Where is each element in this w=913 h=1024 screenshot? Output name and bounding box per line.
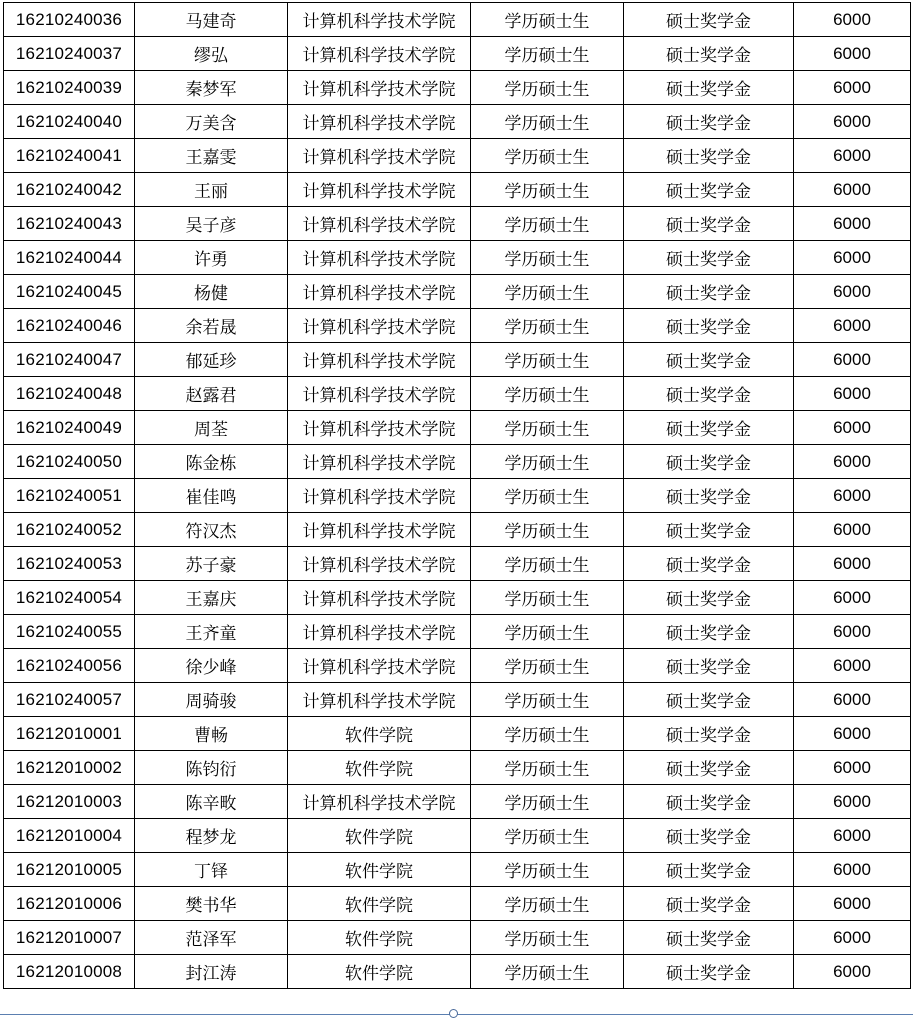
student-id-cell[interactable]: 16210240055	[4, 615, 135, 649]
table-row	[4, 547, 911, 581]
table-row	[4, 105, 911, 139]
college-cell[interactable]: 计算机科学技术学院	[288, 207, 471, 241]
college-cell[interactable]: 计算机科学技术学院	[288, 377, 471, 411]
student-id-cell[interactable]: 16210240043	[4, 207, 135, 241]
award-cell[interactable]: 硕士奖学金	[624, 3, 794, 37]
award-cell[interactable]: 硕士奖学金	[624, 751, 794, 785]
student-id-cell[interactable]: 16212010002	[4, 751, 135, 785]
award-cell[interactable]: 硕士奖学金	[624, 479, 794, 513]
table-body	[4, 3, 911, 989]
student-id-cell[interactable]: 16210240050	[4, 445, 135, 479]
amount-cell[interactable]: 6000	[794, 3, 911, 37]
student-id-cell[interactable]: 16212010005	[4, 853, 135, 887]
student-type-cell[interactable]: 学历硕士生	[471, 207, 624, 241]
amount-cell[interactable]: 6000	[794, 445, 911, 479]
table-row	[4, 207, 911, 241]
student-id-cell[interactable]: 16212010003	[4, 785, 135, 819]
amount-cell[interactable]: 6000	[794, 37, 911, 71]
student-id-cell[interactable]: 16212010004	[4, 819, 135, 853]
award-cell[interactable]: 硕士奖学金	[624, 343, 794, 377]
student-name-cell[interactable]: 万美含	[135, 105, 288, 139]
student-name-cell[interactable]: 樊书华	[135, 887, 288, 921]
table-row	[4, 581, 911, 615]
student-name-cell[interactable]: 郁延珍	[135, 343, 288, 377]
award-cell[interactable]: 硕士奖学金	[624, 139, 794, 173]
student-id-cell[interactable]: 16210240045	[4, 275, 135, 309]
student-type-cell[interactable]: 学历硕士生	[471, 751, 624, 785]
college-cell[interactable]: 计算机科学技术学院	[288, 139, 471, 173]
award-cell[interactable]: 硕士奖学金	[624, 785, 794, 819]
student-type-cell[interactable]: 学历硕士生	[471, 411, 624, 445]
table-row	[4, 445, 911, 479]
college-cell[interactable]: 计算机科学技术学院	[288, 785, 471, 819]
student-name-cell[interactable]: 秦梦军	[135, 71, 288, 105]
college-cell[interactable]: 计算机科学技术学院	[288, 71, 471, 105]
award-cell[interactable]: 硕士奖学金	[624, 309, 794, 343]
amount-cell[interactable]: 6000	[794, 411, 911, 445]
amount-cell[interactable]: 6000	[794, 683, 911, 717]
student-name-cell[interactable]: 王嘉庆	[135, 581, 288, 615]
award-cell[interactable]: 硕士奖学金	[624, 275, 794, 309]
student-type-cell[interactable]: 学历硕士生	[471, 717, 624, 751]
student-id-cell[interactable]: 16210240051	[4, 479, 135, 513]
student-id-cell[interactable]: 16210240046	[4, 309, 135, 343]
award-cell[interactable]: 硕士奖学金	[624, 955, 794, 989]
table-row	[4, 751, 911, 785]
student-id-cell[interactable]: 16210240049	[4, 411, 135, 445]
college-cell[interactable]: 计算机科学技术学院	[288, 615, 471, 649]
college-cell[interactable]: 计算机科学技术学院	[288, 411, 471, 445]
student-name-cell[interactable]: 徐少峰	[135, 649, 288, 683]
student-id-cell[interactable]: 16210240042	[4, 173, 135, 207]
student-type-cell[interactable]: 学历硕士生	[471, 71, 624, 105]
student-name-cell[interactable]: 周荃	[135, 411, 288, 445]
student-type-cell[interactable]: 学历硕士生	[471, 547, 624, 581]
amount-cell[interactable]: 6000	[794, 241, 911, 275]
student-type-cell[interactable]: 学历硕士生	[471, 785, 624, 819]
award-cell[interactable]: 硕士奖学金	[624, 819, 794, 853]
award-cell[interactable]: 硕士奖学金	[624, 887, 794, 921]
student-name-cell[interactable]: 周骑骏	[135, 683, 288, 717]
student-type-cell[interactable]: 学历硕士生	[471, 139, 624, 173]
award-cell[interactable]: 硕士奖学金	[624, 683, 794, 717]
student-name-cell[interactable]: 符汉杰	[135, 513, 288, 547]
table-row	[4, 649, 911, 683]
college-cell[interactable]: 软件学院	[288, 887, 471, 921]
student-name-cell[interactable]: 程梦龙	[135, 819, 288, 853]
award-cell[interactable]: 硕士奖学金	[624, 853, 794, 887]
college-cell[interactable]: 计算机科学技术学院	[288, 3, 471, 37]
award-cell[interactable]: 硕士奖学金	[624, 513, 794, 547]
student-id-cell[interactable]: 16210240037	[4, 37, 135, 71]
table-row	[4, 513, 911, 547]
award-cell[interactable]: 硕士奖学金	[624, 37, 794, 71]
college-cell[interactable]: 计算机科学技术学院	[288, 683, 471, 717]
table-row	[4, 139, 911, 173]
award-cell[interactable]: 硕士奖学金	[624, 921, 794, 955]
student-type-cell[interactable]: 学历硕士生	[471, 241, 624, 275]
student-type-cell[interactable]: 学历硕士生	[471, 377, 624, 411]
amount-cell[interactable]: 6000	[794, 921, 911, 955]
college-cell[interactable]: 计算机科学技术学院	[288, 513, 471, 547]
student-name-cell[interactable]: 丁铎	[135, 853, 288, 887]
student-type-cell[interactable]: 学历硕士生	[471, 887, 624, 921]
student-type-cell[interactable]: 学历硕士生	[471, 309, 624, 343]
college-cell[interactable]: 计算机科学技术学院	[288, 241, 471, 275]
college-cell[interactable]: 软件学院	[288, 751, 471, 785]
student-id-cell[interactable]: 16210240052	[4, 513, 135, 547]
amount-cell[interactable]: 6000	[794, 479, 911, 513]
college-cell[interactable]: 软件学院	[288, 717, 471, 751]
student-type-cell[interactable]: 学历硕士生	[471, 3, 624, 37]
table-row	[4, 343, 911, 377]
table-row	[4, 785, 911, 819]
amount-cell[interactable]: 6000	[794, 275, 911, 309]
student-name-cell[interactable]: 王嘉雯	[135, 139, 288, 173]
student-name-cell[interactable]: 缪弘	[135, 37, 288, 71]
table-row	[4, 71, 911, 105]
amount-cell[interactable]: 6000	[794, 343, 911, 377]
student-type-cell[interactable]: 学历硕士生	[471, 275, 624, 309]
page-break-handle[interactable]	[449, 1009, 458, 1018]
student-id-cell[interactable]: 16210240053	[4, 547, 135, 581]
college-cell[interactable]: 软件学院	[288, 955, 471, 989]
amount-cell[interactable]: 6000	[794, 207, 911, 241]
award-cell[interactable]: 硕士奖学金	[624, 173, 794, 207]
college-cell[interactable]: 计算机科学技术学院	[288, 37, 471, 71]
award-cell[interactable]: 硕士奖学金	[624, 649, 794, 683]
college-cell[interactable]: 计算机科学技术学院	[288, 173, 471, 207]
student-id-cell[interactable]: 16212010008	[4, 955, 135, 989]
student-name-cell[interactable]: 范泽军	[135, 921, 288, 955]
student-name-cell[interactable]: 陈金栋	[135, 445, 288, 479]
amount-cell[interactable]: 6000	[794, 819, 911, 853]
student-id-cell[interactable]: 16210240056	[4, 649, 135, 683]
student-name-cell[interactable]: 曹畅	[135, 717, 288, 751]
amount-cell[interactable]: 6000	[794, 71, 911, 105]
student-type-cell[interactable]: 学历硕士生	[471, 615, 624, 649]
amount-cell[interactable]: 6000	[794, 139, 911, 173]
college-cell[interactable]: 计算机科学技术学院	[288, 343, 471, 377]
student-type-cell[interactable]: 学历硕士生	[471, 445, 624, 479]
student-id-cell[interactable]: 16210240044	[4, 241, 135, 275]
amount-cell[interactable]: 6000	[794, 377, 911, 411]
amount-cell[interactable]: 6000	[794, 955, 911, 989]
award-cell[interactable]: 硕士奖学金	[624, 241, 794, 275]
amount-cell[interactable]: 6000	[794, 751, 911, 785]
student-id-cell[interactable]: 16210240041	[4, 139, 135, 173]
table-row	[4, 173, 911, 207]
table-row	[4, 241, 911, 275]
table-row	[4, 921, 911, 955]
amount-cell[interactable]: 6000	[794, 309, 911, 343]
award-cell[interactable]: 硕士奖学金	[624, 105, 794, 139]
college-cell[interactable]: 计算机科学技术学院	[288, 547, 471, 581]
table-row	[4, 309, 911, 343]
student-name-cell[interactable]: 封江涛	[135, 955, 288, 989]
table-row	[4, 615, 911, 649]
amount-cell[interactable]: 6000	[794, 887, 911, 921]
student-id-cell[interactable]: 16212010006	[4, 887, 135, 921]
amount-cell[interactable]: 6000	[794, 547, 911, 581]
student-id-cell[interactable]: 16210240039	[4, 71, 135, 105]
amount-cell[interactable]: 6000	[794, 785, 911, 819]
amount-cell[interactable]: 6000	[794, 615, 911, 649]
student-type-cell[interactable]: 学历硕士生	[471, 173, 624, 207]
table-row	[4, 717, 911, 751]
table-row	[4, 955, 911, 989]
award-cell[interactable]: 硕士奖学金	[624, 547, 794, 581]
amount-cell[interactable]: 6000	[794, 513, 911, 547]
student-name-cell[interactable]: 杨健	[135, 275, 288, 309]
student-name-cell[interactable]: 崔佳鸣	[135, 479, 288, 513]
amount-cell[interactable]: 6000	[794, 173, 911, 207]
award-cell[interactable]: 硕士奖学金	[624, 411, 794, 445]
student-type-cell[interactable]: 学历硕士生	[471, 853, 624, 887]
student-name-cell[interactable]: 赵露君	[135, 377, 288, 411]
amount-cell[interactable]: 6000	[794, 649, 911, 683]
student-id-cell[interactable]: 16210240057	[4, 683, 135, 717]
student-name-cell[interactable]: 苏子豪	[135, 547, 288, 581]
college-cell[interactable]: 计算机科学技术学院	[288, 581, 471, 615]
table-row	[4, 853, 911, 887]
award-cell[interactable]: 硕士奖学金	[624, 717, 794, 751]
student-name-cell[interactable]: 王齐童	[135, 615, 288, 649]
amount-cell[interactable]: 6000	[794, 853, 911, 887]
college-cell[interactable]: 计算机科学技术学院	[288, 309, 471, 343]
scholarship-table	[3, 2, 911, 989]
student-name-cell[interactable]: 吴子彦	[135, 207, 288, 241]
table-row	[4, 479, 911, 513]
college-cell[interactable]: 计算机科学技术学院	[288, 479, 471, 513]
amount-cell[interactable]: 6000	[794, 581, 911, 615]
college-cell[interactable]: 软件学院	[288, 819, 471, 853]
table-row	[4, 275, 911, 309]
student-type-cell[interactable]: 学历硕士生	[471, 581, 624, 615]
student-type-cell[interactable]: 学历硕士生	[471, 921, 624, 955]
student-name-cell[interactable]: 陈钧衍	[135, 751, 288, 785]
student-id-cell[interactable]: 16210240054	[4, 581, 135, 615]
student-type-cell[interactable]: 学历硕士生	[471, 955, 624, 989]
student-id-cell[interactable]: 16210240040	[4, 105, 135, 139]
student-type-cell[interactable]: 学历硕士生	[471, 105, 624, 139]
student-type-cell[interactable]: 学历硕士生	[471, 343, 624, 377]
student-id-cell[interactable]: 16212010007	[4, 921, 135, 955]
student-type-cell[interactable]: 学历硕士生	[471, 37, 624, 71]
college-cell[interactable]: 软件学院	[288, 853, 471, 887]
student-id-cell[interactable]: 16210240036	[4, 3, 135, 37]
table-row	[4, 3, 911, 37]
table-row	[4, 819, 911, 853]
student-type-cell[interactable]: 学历硕士生	[471, 819, 624, 853]
award-cell[interactable]: 硕士奖学金	[624, 445, 794, 479]
student-name-cell[interactable]: 余若晟	[135, 309, 288, 343]
award-cell[interactable]: 硕士奖学金	[624, 71, 794, 105]
amount-cell[interactable]: 6000	[794, 105, 911, 139]
student-name-cell[interactable]: 陈辛畋	[135, 785, 288, 819]
student-name-cell[interactable]: 王丽	[135, 173, 288, 207]
student-id-cell[interactable]: 16210240048	[4, 377, 135, 411]
student-type-cell[interactable]: 学历硕士生	[471, 649, 624, 683]
student-name-cell[interactable]: 许勇	[135, 241, 288, 275]
college-cell[interactable]: 软件学院	[288, 921, 471, 955]
student-name-cell[interactable]: 马建奇	[135, 3, 288, 37]
college-cell[interactable]: 计算机科学技术学院	[288, 445, 471, 479]
table-row	[4, 887, 911, 921]
award-cell[interactable]: 硕士奖学金	[624, 377, 794, 411]
table-row	[4, 377, 911, 411]
student-type-cell[interactable]: 学历硕士生	[471, 683, 624, 717]
student-id-cell[interactable]: 16212010001	[4, 717, 135, 751]
amount-cell[interactable]: 6000	[794, 717, 911, 751]
table-row	[4, 37, 911, 71]
award-cell[interactable]: 硕士奖学金	[624, 581, 794, 615]
student-id-cell[interactable]: 16210240047	[4, 343, 135, 377]
award-cell[interactable]: 硕士奖学金	[624, 615, 794, 649]
college-cell[interactable]: 计算机科学技术学院	[288, 105, 471, 139]
college-cell[interactable]: 计算机科学技术学院	[288, 649, 471, 683]
table-row	[4, 411, 911, 445]
student-type-cell[interactable]: 学历硕士生	[471, 513, 624, 547]
student-type-cell[interactable]: 学历硕士生	[471, 479, 624, 513]
college-cell[interactable]: 计算机科学技术学院	[288, 275, 471, 309]
award-cell[interactable]: 硕士奖学金	[624, 207, 794, 241]
table-row	[4, 683, 911, 717]
